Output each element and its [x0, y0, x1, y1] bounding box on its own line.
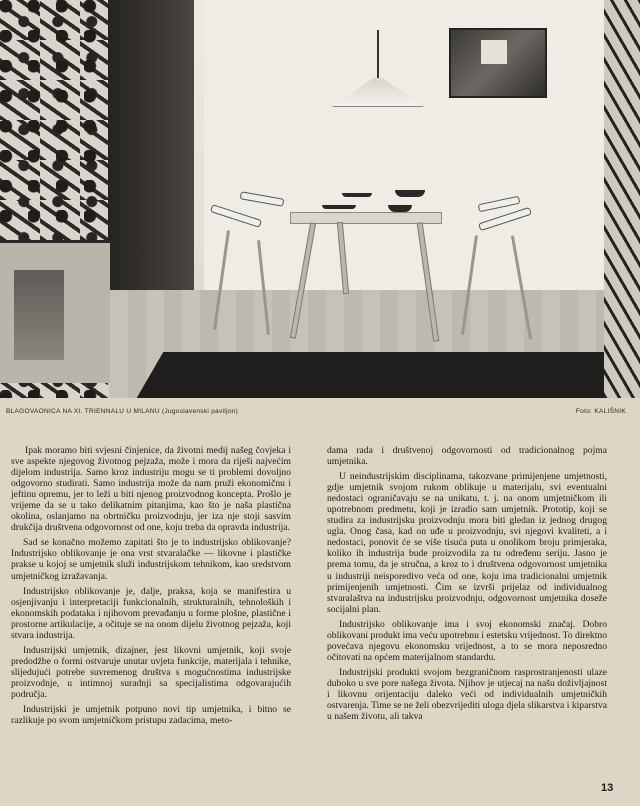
paragraph: dama rada i društvenoj odgovornosti od tradicionalnog pojma umjetnika.	[327, 445, 607, 468]
pendant-lamp-cord	[377, 30, 379, 80]
photo-caption	[6, 408, 626, 422]
patterned-curtain-right	[604, 0, 640, 398]
paragraph: Industrijsko oblikovanje ima i svoj ekonomski značaj. Dobro oblikovani produkt ima veću upotrebnu i estetsku vrijednost. To direktno povećava njegovu ekonomsku vrijednost, a to se mora neposredno očitovati na općem materijalnom standardu.	[327, 618, 607, 663]
paragraph: Ipak moramo biti svjesni činjenice, da životni medij našeg čovjeka i sve aspekte njegovog životnog pejzaža, može i mora da riješi najvećim dijelom industrija. Samo kroz industriju mogu se ti problemi dovoljno odgovorno studirati. Samo industrija može da nam pruži ekonomičnu i jeftinu opremu, jer to leži u biti njenog proizvodnog koncepta. Prošlo je vrijeme da se u tako delikatnim pitanjima, kao što je naša plastična okolina, oslanjamo na obrtničku proizvodnju, jer iza nje stoji sasvim drukčija društvena odgovornost od one, koju treba da opravda industrija.	[11, 445, 291, 534]
paragraph: U neindustrijskim disciplinama, takozvane primijenjene umjetnosti, gdje umjetnik svojom rukom oblikuje u materijalu, svi eventualni nedostaci ograničavaju se na unikatu, t. j. na onom umjetničkom ili upotrebnom predmetu, koji je izradio sam umjetnik. Prototip, koji se studira za industrijsku proizvodnju mora biti gledan iz jednog drugog ugla. Onog časa, kad on uđe u proizvodnju, svi njegovi kvaliteti, a i nedostaci, ponovit će se više tisuća puta u onolikom broju primjeraka, koliko ih industrija bude proizvodila za tu određenu seriju. Jasno je prema tomu, da je stručna, a kroz to i društvena odgovornost umjetnika u industriji neisporedivo veća od one, koju ima tradicionalni umjetnik primijenjenih umjetnosti. Čim se izvrši prijelaz od individualnog stvaralaštva na industrijsku proizvodnju, odgovornost umjetnika doseže socijalni plan.	[327, 471, 607, 615]
dining-room-photo	[0, 0, 640, 398]
plate	[322, 205, 356, 209]
photo-credit: Foto: KALIŠNIK	[575, 408, 626, 415]
page-number: 13	[601, 782, 614, 794]
paragraph: Industrijski produkti svojom bezgraničnom rasprostranjenosti ulaze duboko u sve pore našega života. Njihov je utjecaj na našu doživljajnost i likovnu orijentaciju daleko veći od individualnih umjetničkih ostvarenja. Time se ne želi obezvrijediti uloga djela slikarstva i kiparstva u našem životu, ali takva	[327, 666, 607, 723]
painting-detail	[481, 40, 507, 64]
text-column-left	[11, 445, 291, 730]
paragraph: Industrijski umjetnik, dizajner, jest likovni umjetnik, koji svoje predodžbe o formi ostvaruje unutar uvjeta funkcije, materijala i tehnike, slijedujući potrebe suvremenog društva s mogućnostima industrijske proizvodnje, u intimnoj suradnji sa specijalistima odgovarajućih područja.	[11, 644, 291, 700]
paragraph: Sad se konačno možemo zapitati što je to industrijsko oblikovanje? Industrijsko oblikovanje je ona vrst stvaralačke — likovne i plastičke prakse u kojoj se umjetnik služi industrijskom tehnikom, kao sredstvom umjetničkog izražavanja.	[11, 537, 291, 582]
caption-text: BLAGOVAONICA NA XI. TRIENNALU U MILANU (Jugoslavenski paviljon)	[6, 408, 239, 415]
dark-wall-panel	[108, 0, 194, 330]
bowl	[388, 205, 412, 212]
wall-painting	[449, 28, 547, 98]
dark-rug	[137, 352, 634, 398]
bowl	[395, 190, 425, 197]
cabinet-shelf	[14, 270, 64, 360]
text-column-right	[327, 445, 607, 726]
paragraph: Industrijski je umjetnik potpuno novi tip umjetnika, i bitno se razlikuje po svom umjetničkom pristupu zadacima, meto-	[11, 704, 291, 727]
plate	[342, 193, 372, 197]
paragraph: Industrijsko oblikovanje je, dalje, praksa, koja se manifestira u osjenjivanju i interpretaciji funkcionalnih, strukturalnih, tehnoloških i ekonomskih podataka i njihovom prevađanju u forme plošne, plastične i prostorne artikulacije, a očituje se na onom dijelu životnog pejzaža, koji stvara industrija.	[11, 585, 291, 641]
